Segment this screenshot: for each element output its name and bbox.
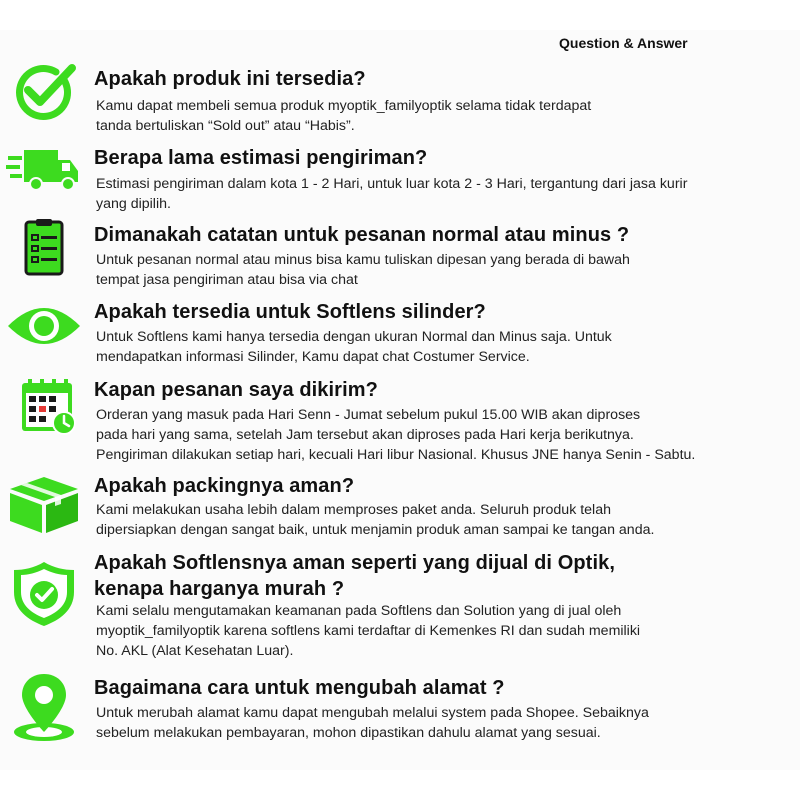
calendar-clock-icon (6, 377, 82, 437)
faq-question: Apakah tersedia untuk Softlens silinder? (94, 301, 486, 323)
faq-answer: Untuk merubah alamat kamu dapat mengubah melalui system pada Shopee. Sebaiknya sebelum melakukan pembayaran, mohon dipastikan dahulu alamat yang sesuai. (96, 705, 649, 741)
faq-question: Apakah Softlensnya aman seperti yang dijual di Optik, kenapa harganya murah ? (94, 552, 615, 600)
faq-question: Dimanakah catatan untuk pesanan normal atau minus ? (94, 224, 630, 246)
checkmark-circle-icon (6, 60, 82, 120)
page-title: Question & Answer (559, 35, 688, 51)
shield-check-icon (6, 560, 82, 628)
faq-question: Kapan pesanan saya dikirim? (94, 379, 378, 401)
faq-question: Apakah produk ini tersedia? (94, 68, 366, 90)
faq-answer: Untuk pesanan normal atau minus bisa kamu tuliskan dipesan yang berada di bawah tempat jasa pengiriman atau bisa via chat (96, 252, 630, 288)
clipboard-checklist-icon (6, 218, 82, 278)
faq-answer: Kami selalu mengutamakan keamanan pada Softlens dan Solution yang di jual oleh myoptik_familyoptik karena softlens kami terdaftar di Kemenkes RI dan sudah memiliki No. AKL (Alat Kesehatan Luar). (96, 603, 641, 659)
faq-question: Bagaimana cara untuk mengubah alamat ? (94, 677, 505, 699)
package-box-icon (6, 475, 82, 535)
faq-answer: Kami melakukan usaha lebih dalam memproses paket anda. Seluruh produk telah dipersiapkan dengan sangat baik, untuk menjamin produk aman sampai ke tangan anda. (96, 502, 655, 538)
faq-question: Berapa lama estimasi pengiriman? (94, 147, 428, 169)
delivery-truck-icon (6, 140, 82, 200)
eye-icon (6, 296, 82, 356)
location-pin-icon (6, 672, 82, 744)
faq-answer: Kamu dapat membeli semua produk myoptik_familyoptik selama tidak terdapat tanda bertuliskan “Sold out” atau “Habis”. (96, 98, 592, 134)
faq-answer: Estimasi pengiriman dalam kota 1 - 2 Hari, untuk luar kota 2 - 3 Hari, tergantung dari jasa kurir yang dipilih. (96, 176, 688, 212)
faq-answer: Orderan yang masuk pada Hari Senn - Jumat sebelum pukul 15.00 WIB akan diproses pada hari yang sama, setelah Jam tersebut akan diproses pada Hari kerja berikutnya. Pengiriman dilakukan setiap hari, kecuali Hari libur Nasional. Khusus JNE hanya Senin - Sabtu. (96, 407, 696, 463)
faq-question: Apakah packingnya aman? (94, 475, 355, 497)
faq-answer: Untuk Softlens kami hanya tersedia dengan ukuran Normal dan Minus saja. Untuk mendapatkan informasi Silinder, Kamu dapat chat Costumer Service. (96, 329, 612, 365)
